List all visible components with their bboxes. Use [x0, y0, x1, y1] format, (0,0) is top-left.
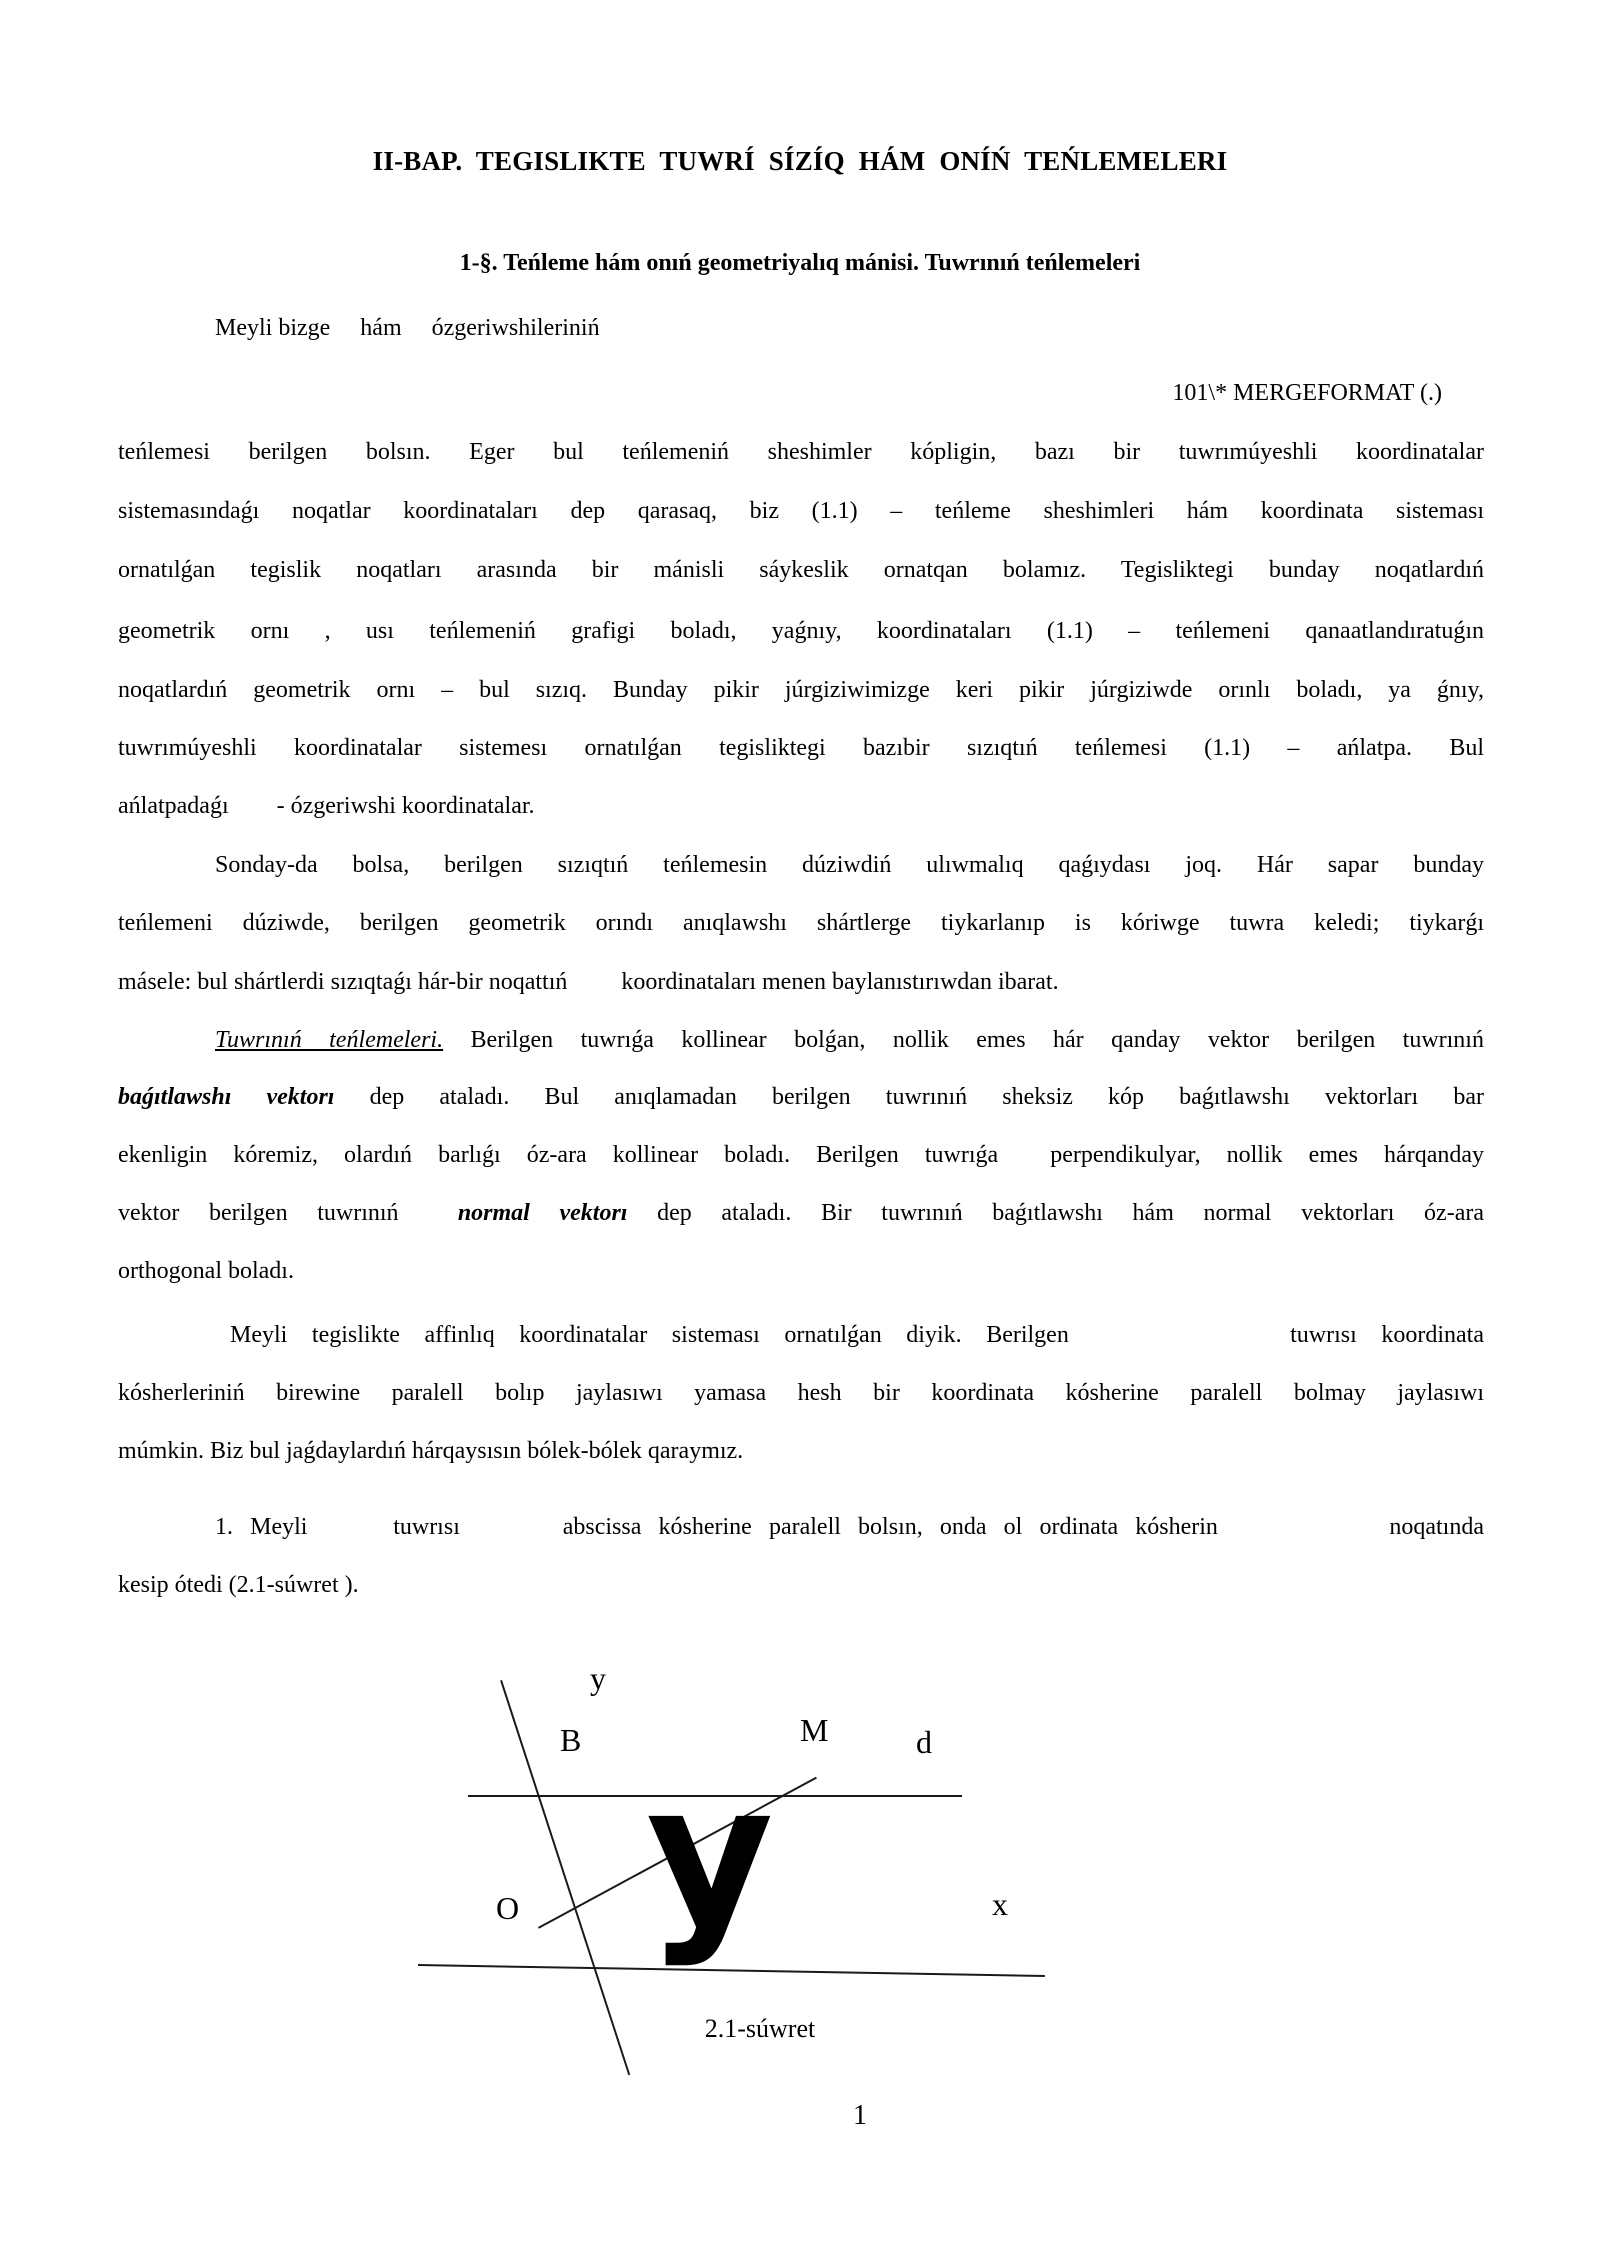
- text-run: sistemasındaǵı noqatlar koordinataları dep qarasaq, biz (1.1) – teńleme sheshimleri hám koordinata sisteması: [118, 498, 1484, 524]
- body-line: [118, 432, 1484, 472]
- text-run: ańlatpadaǵı - ózgeriwshi koordinatalar.: [118, 793, 535, 819]
- body-line: [118, 1077, 1484, 1117]
- text-run: Berilgen tuwrıǵa kollinear bolǵan, nollik emes hár qanday vektor berilgen tuwrınıń: [443, 1027, 1484, 1053]
- body-line: [118, 1193, 1484, 1233]
- body-line: [118, 373, 1484, 413]
- text-run: geometrik ornı , usı teńlemeniń grafigi boladı, yaǵnıy, koordinataları (1.1) – teńlemeni qanaatlandıratuǵın: [118, 618, 1484, 644]
- text-run: teńlemeni dúziwde, berilgen geometrik orındı anıqlawshı shártlerge tiykarlanıp is kóriwge tuwra keledi; tiykarǵı: [118, 910, 1484, 936]
- body-line: [118, 728, 1484, 768]
- section-title: 1-§. Teńleme hám onıń geometriyalıq mánisi. Tuwrınıń teńlemeleri: [459, 250, 1141, 276]
- text-run: tuwrımúyeshli koordinatalar sistemesı ornatılǵan tegisliktegi bazıbir sızıqtıń teńlemesi (1.1) – ańlatpa. Bul: [118, 735, 1484, 761]
- body-line: [118, 786, 1484, 826]
- text-run: teńlemesi berilgen bolsın. Eger bul teńlemeniń sheshimler kópligin, bazı bir tuwrımúyeshli koordinatalar: [118, 439, 1484, 465]
- text-run: múmkin. Biz bul jaǵdaylardıń hárqaysısın bólek-bólek qaraymız.: [118, 1438, 744, 1464]
- body-line: [118, 1431, 1484, 1471]
- text-run: ekenligin kóremiz, olardıń barlıǵı óz-ara kollinear boladı. Berilgen tuwrıǵa perpendikulyar, nollik emes hárqanday: [118, 1142, 1484, 1168]
- text-run: Sonday-da bolsa, berilgen sızıqtıń teńlemesin dúziwdiń ulıwmalıq qaǵıydası joq. Hár sapar bunday: [215, 852, 1484, 878]
- body-line: [118, 611, 1484, 651]
- y-axis-label: y: [590, 1660, 606, 1696]
- body-line: [118, 308, 1484, 348]
- x-axis-label: x: [992, 1886, 1008, 1922]
- text-run: dep ataladı. Bir tuwrınıń baǵıtlawshı hám normal vektorları óz-ara: [627, 1200, 1484, 1226]
- text-run: Tuwrınıń teńlemeleri.: [215, 1027, 444, 1053]
- body-line: [118, 903, 1484, 943]
- text-run: ornatılǵan tegislik noqatları arasında bir mánisli sáykeslik ornatqan bolamız. Tegisliktegi bunday noqatlardıń: [118, 557, 1484, 583]
- body-line: [118, 1020, 1484, 1060]
- body-line: [118, 1251, 1484, 1291]
- text-run: 1. Meyli tuwrısı abscissa kósherine paralell bolsın, onda ol ordinata kósherin noqatında: [215, 1514, 1484, 1540]
- point-m-label: M: [800, 1712, 829, 1748]
- text-run: 101\* MERGEFORMAT (.): [1172, 380, 1442, 406]
- figure-caption: 2.1-súwret: [704, 2014, 816, 2043]
- text-run: orthogonal boladı.: [118, 1258, 294, 1284]
- text-run: dep ataladı. Bul anıqlamadan berilgen tuwrınıń sheksiz kóp baǵıtlawshı vektorları bar: [334, 1084, 1484, 1110]
- body-line: [118, 1565, 1484, 1605]
- body-line: [118, 491, 1484, 531]
- line-d-label: d: [916, 1724, 932, 1760]
- large-y-glyph: y: [646, 1742, 774, 1970]
- text-run: kósherleriniń birewine paralell bolıp jaylasıwı yamasa hesh bir koordinata kósherine paralell bolmay jaylasıwı: [118, 1380, 1484, 1406]
- origin-label: O: [496, 1890, 520, 1926]
- text-run: másele: bul shártlerdi sızıqtaǵı hár-bir noqattıń koordinataları menen baylanıstırıwdan ibarat.: [118, 969, 1059, 995]
- body-line: [118, 1507, 1484, 1547]
- text-run: Meyli bizge hám ózgeriwshileriniń: [215, 315, 600, 341]
- body-line: [118, 1135, 1484, 1175]
- body-line: [118, 670, 1484, 710]
- page-number: 1: [853, 2100, 867, 2131]
- text-run: kesip ótedi (2.1-súwret ).: [118, 1572, 359, 1598]
- body-line: [118, 1373, 1484, 1413]
- text-run: noqatlardıń geometrik ornı – bul sızıq. Bunday pikir júrgiziwimizge keri pikir júrgiziwde orınlı boladı, ya ǵnıy,: [118, 677, 1484, 703]
- text-run: vektor berilgen tuwrınıń: [118, 1200, 458, 1226]
- body-line: [118, 962, 1484, 1002]
- point-b-label: B: [560, 1722, 582, 1758]
- chapter-title: II-BAP. TEGISLIKTE TUWRÍ SÍZÍQ HÁM ONÍŃ TEŃLEMELERI: [372, 146, 1228, 176]
- body-line: [118, 1315, 1484, 1355]
- text-run: baǵıtlawshı vektorı: [118, 1084, 335, 1110]
- text-run: Meyli tegislikte affinlıq koordinatalar sisteması ornatılǵan diyik. Berilgen tuwrısı koordinata: [230, 1322, 1484, 1348]
- body-line: [118, 550, 1484, 590]
- text-run: normal vektorı: [457, 1200, 628, 1226]
- body-line: [118, 845, 1484, 885]
